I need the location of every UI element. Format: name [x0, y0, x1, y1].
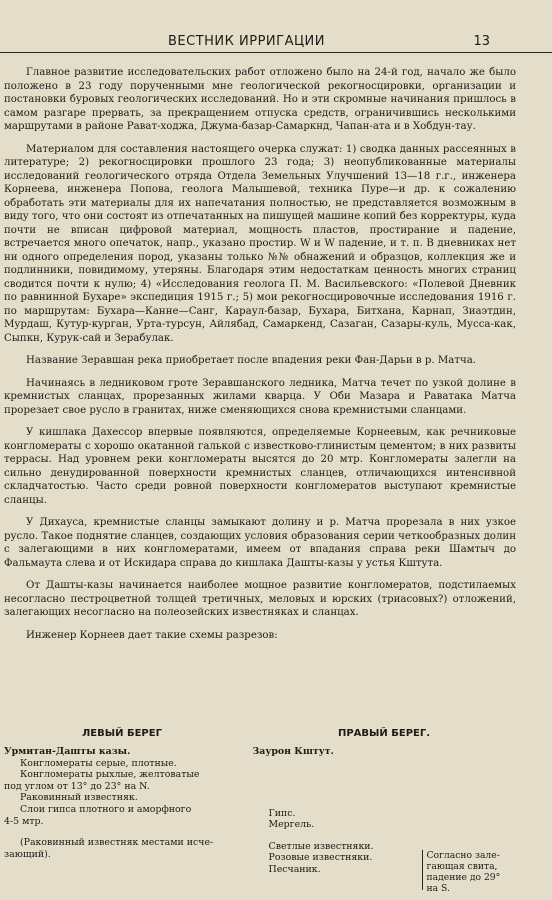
left-bank-column — [4, 746, 253, 890]
right-line: Гипс. — [268, 807, 296, 819]
right-line — [253, 768, 422, 778]
paragraph: У кишлака Дахессор впервые появляются, определяемые Корнеевым, как речниковые конгломераты с хорошо окатанной галькой с известково-глинистым цементом; в них развиты террасы. Над уровнем реки конгломераты высятся до 20 мтр. Конгломераты залегли на сильно денудированной поверхности кремнистых сланцев, отличающихся интенсивной складчатостью. Часто среди ровной поверхности конгломератов выступают кремнистые сланцы. — [4, 427, 516, 506]
left-line: под углом от 13° до 23° на N. — [4, 780, 150, 792]
left-bank-heading: ЛЕВЫЙ БЕРЕГ — [82, 728, 162, 739]
article-body — [4, 66, 516, 651]
brace-line: падение до 29° — [426, 872, 501, 883]
left-line: 4-5 мтр. — [4, 815, 44, 827]
right-line: Розовые известняки. — [268, 852, 373, 864]
brace-note — [422, 850, 516, 894]
left-line: Раковинный известняк. — [20, 792, 138, 804]
brace-line: Согласно зале- — [426, 850, 500, 861]
left-line: Слои гипса плотного и аморфного — [20, 803, 192, 815]
right-line: Мергель. — [268, 819, 315, 831]
right-line — [253, 778, 422, 788]
paragraph: Главное развитие исследовательских работ отложено было на 24-й год, начало же было положено в 23 году порученными мне геологической рекогносцировки, организации и постановки буровых геологических исследований. Но и эти скромные начинания пришлось в самом разгаре прервать, за прекращением отпуска средств, ограничившись несколькими маршрутами в районе Рават-ходжа, Джума-базар-Самаркнд, Чапан-ата и в Хобдун-тау. — [4, 67, 516, 132]
right-line — [253, 831, 422, 841]
running-header — [0, 30, 552, 53]
brace-line: на S. — [426, 883, 450, 894]
right-line — [253, 788, 422, 798]
right-line: Песчаник. — [268, 863, 321, 875]
paragraph: Название Зеравшан река приобретает после впадения реки Фан-Дарьи в р. Матча. — [26, 355, 477, 366]
paragraph: Материалом для составления настоящего очерка служат: 1) сводка данных рассеянных в литературе; 2) рекогносцировки прошлого 23 года; 3) неопубликованные материалы исследований геологического отряда Отдела Земельных Улучшений 13—18 г.г., инженера Корнеева, инженера Попова, геолога Малышевой, техника Пуре—и др. к сожалению обработать эти материалы для их напечатания полностью, не представляется возможным в виду того, что они состоят из отпечатанных на пишущей машине копий без корректуры, куда почти не вписан цифровой материал, мощность пластов, простирание и падение, встречается много опечаток, напр., указано простир. W и W падение, и т. п. В дневниках нет ни одного определения пород, указаны только №№ обнажений и образцов, коллекция же и подлинники, повидимому, утеряны. Благодаря этим недостаткам ценность многих страниц сводится почти к нулю; 4) «Исследования геолога П. М. Васильевского: «Полевой Дневник по равнинной Бухаре» экспедиция 1915 г.; 5) мои рекогносцировочные исследования 1916 г. по маршрутам: Бухара—Канне—Санг, Караул-базар, Бухара, Битхана, Карнап, Зиаэтдин, Мурдаш, Кутур-курган, Урта-турсун, Айлябад, Самаркенд, Сазаган, Сазары-куль, Мусса-как, Сыпкн, Курук-сай и Зерабулак. — [4, 143, 516, 344]
paragraph: Начинаясь в ледниковом гроте Зеравшанского ледника, Матча течет по узкой долине в кремнистых сланцах, прорезанных жилами кварца. У Оби Мазара и Раватака Матча прорезает свое русло в гранитах, ниже сменяющихся снова кремнистыми сланцами. — [4, 377, 516, 416]
page-number: 13 — [473, 34, 490, 49]
left-line: зающий). — [4, 848, 51, 860]
right-line — [253, 798, 422, 808]
left-line: Конгломераты серые, плотные. — [20, 757, 177, 769]
left-line: Урмитан-Дашты казы. — [4, 746, 131, 757]
right-line: Светлые известняки. — [268, 840, 374, 852]
brace-line: гающая свита, — [426, 861, 498, 872]
left-line — [4, 827, 253, 837]
section-schemes — [4, 728, 516, 894]
right-bank-heading: ПРАВЫЙ БЕРЕГ. — [337, 728, 431, 739]
right-line: Заурон Кштут. — [252, 746, 334, 757]
paragraph: Инженер Корнеев дает такие схемы разрезов: — [26, 629, 278, 641]
left-line: (Раковинный известняк местами исче- — [20, 837, 214, 849]
journal-title: ВЕСТНИК ИРРИГАЦИИ — [168, 34, 326, 49]
paragraph: У Дихауса, кремнистые сланцы замыкают долину и р. Матча прорезала в них узкое русло. Такое поднятие сланцев, создающих условия образования серии четкообразных долин с залегающими в них конгломератами, имеем от впадания справа реки Шамтыч до Фальмаута слева и от Искидара справа до кишлака Дашты-казы у устья Кштута. — [4, 517, 516, 569]
right-line — [253, 758, 422, 768]
paragraph: От Дашты-казы начинается наиболее мощное развитие конгломератов, подстилаемых несогласно пестроцветной толщей третичных, меловых и юрских (триасовых?) отложений, залегающих несогласно на полеозейских известняках и сланцах. — [4, 580, 516, 618]
left-line: Конгломераты рыхлые, желтоватые — [20, 769, 200, 781]
right-bank-column — [253, 746, 422, 890]
